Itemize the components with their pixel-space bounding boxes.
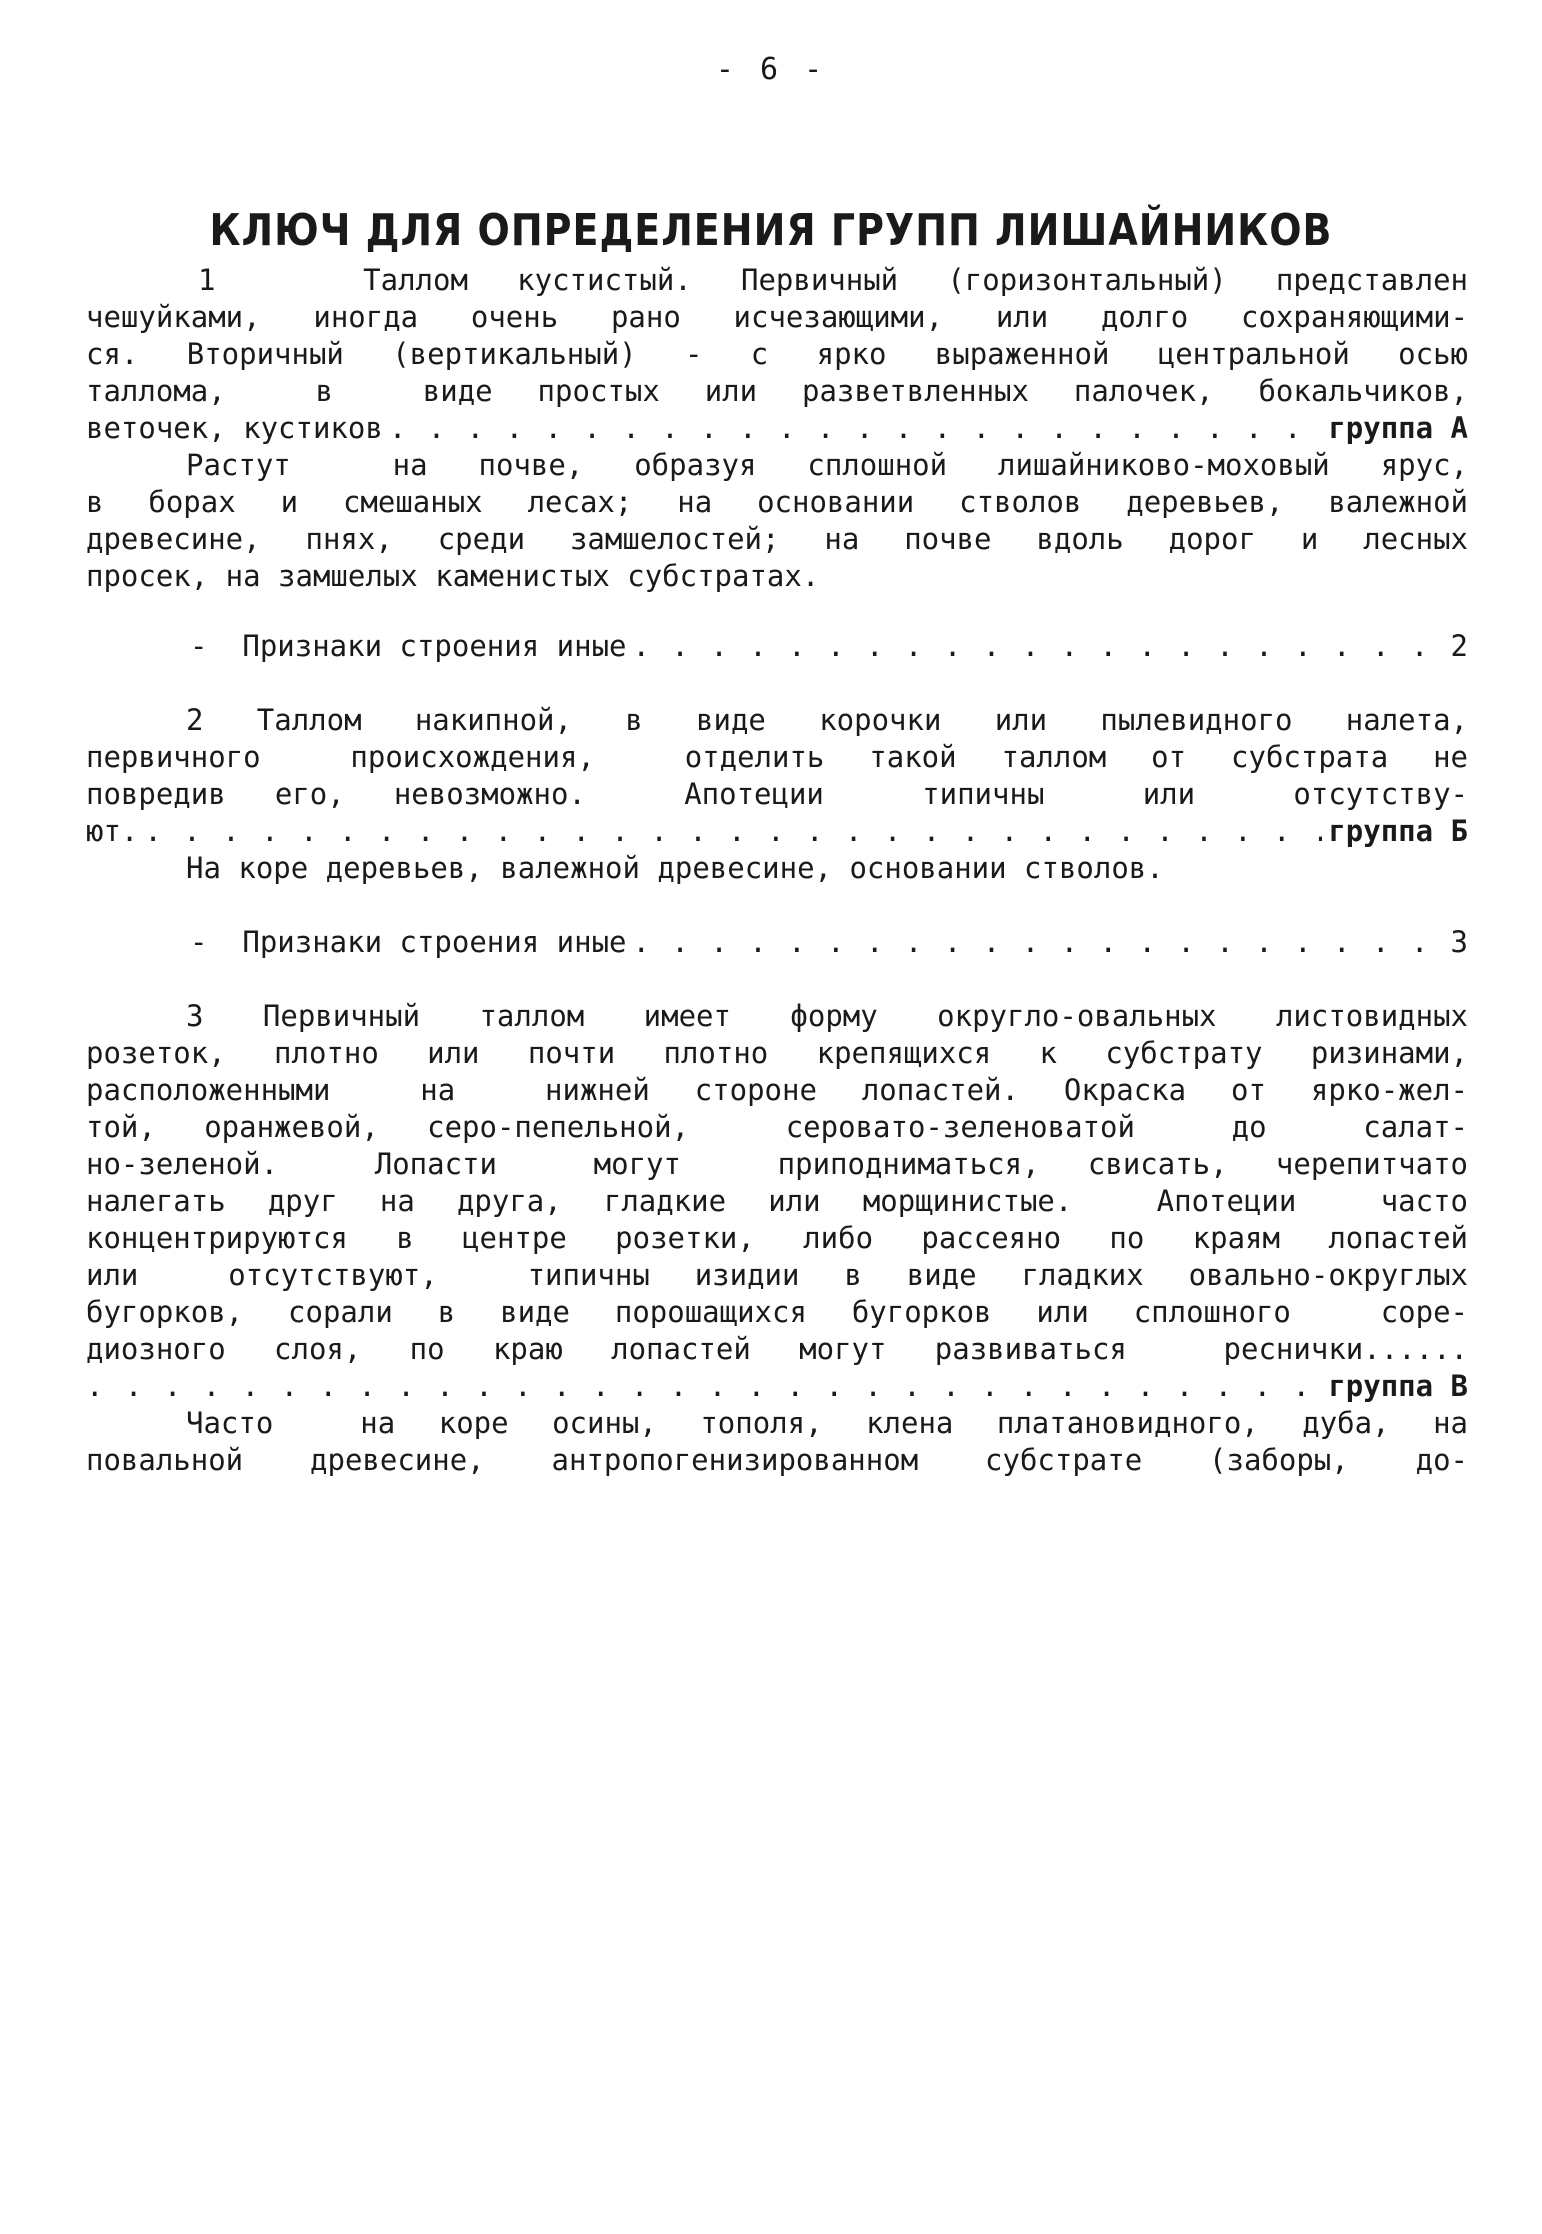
entry2-alt-line (190, 916, 1468, 968)
entry1-habitat-4: просек, на замшелых каменистых субстратах. (86, 559, 820, 593)
entry3-line-10: диозного слоя, по краю лопастей могут развиваться реснички...... (86, 1332, 1468, 1366)
entry3-line-1: 3 Первичный таллом имеет форму округло-овальных листовидных (186, 999, 1468, 1033)
entry1-alt-text: - Признаки строения иные (190, 629, 627, 663)
entry2-alt-result: 3 (1450, 925, 1468, 959)
entry3-line-9: бугорков, сорали в виде порошащихся бугорков или сплошного соре- (86, 1295, 1468, 1329)
entry1-habitat-3: древесине, пнях, среди замшелостей; на почве вдоль дорог и лесных (86, 522, 1468, 556)
entry2-line-2: первичного происхождения, отделить такой таллом от субстрата не (86, 740, 1468, 774)
entry1-line-3: ся. Вторичный (вертикальный) - с ярко выраженной центральной осью (86, 337, 1468, 371)
entry2-alt-text: - Признаки строения иные (190, 925, 627, 959)
entry3-line-5: но-зеленой. Лопасти могут приподниматься, свисать, черепитчато (86, 1147, 1468, 1181)
entry3-group-result: группа В (1328, 1369, 1468, 1403)
entry2-line-3: повредив его, невозможно. Апотеции типичны или отсутству- (86, 777, 1468, 811)
entry3-line-3: расположенными на нижней стороне лопастей. Окраска от ярко-жел- (86, 1073, 1468, 1107)
entry1-line-1: 1 Таллом кустистый. Первичный (горизонтальный) представлен (198, 263, 1468, 297)
entry3-habitat-1: Часто на коре осины, тополя, клена платановидного, дуба, на (186, 1406, 1468, 1440)
entry1-line-4: таллома, в виде простых или разветвленных палочек, бокальчиков, (86, 374, 1468, 408)
entry1-alt-line (190, 620, 1468, 672)
entry2-line-1: 2 Таллом накипной, в виде корочки или пылевидного налета, (186, 703, 1468, 737)
entry3-habitat-2: повальной древесине, антропогенизированном субстрате (заборы, до- (86, 1443, 1468, 1477)
entry2-lead-text: ют. (86, 814, 139, 848)
entry1-habitat-2: в борах и смешаных лесах; на основании стволов деревьев, валежной (86, 485, 1468, 519)
entry3-line-4: той, оранжевой, серо-пепельной, серовато-зеленоватой до салат- (86, 1110, 1468, 1144)
entry3-line-6: налегать друг на друга, гладкие или морщинистые. Апотеции часто (86, 1184, 1468, 1218)
entry2-habitat-1: На коре деревьев, валежной древесине, основании стволов. (186, 851, 1164, 885)
entry1-line-2: чешуйками, иногда очень рано исчезающими, или долго сохраняющими- (86, 300, 1468, 334)
entry1-group-result: группа А (1328, 411, 1468, 445)
entry1-lead-text: веточек, кустиков (86, 411, 383, 445)
entry3-line-7: концентрируются в центре розетки, либо рассеяно по краям лопастей (86, 1221, 1468, 1255)
leader-dots (633, 620, 1445, 672)
entry1-alt-result: 2 (1450, 629, 1468, 663)
entry3-line-2: розеток, плотно или почти плотно крепящихся к субстрату ризинами, (86, 1036, 1468, 1070)
page-number: - 6 - (715, 52, 827, 87)
entry2-group-result: группа Б (1328, 814, 1468, 848)
page-title: КЛЮЧ ДЛЯ ОПРЕДЕЛЕНИЯ ГРУПП ЛИШАЙНИКОВ (209, 204, 1333, 256)
entry3-line-8: или отсутствуют, типичны изидии в виде гладких овально-округлых (86, 1258, 1468, 1292)
leader-dots (633, 916, 1445, 968)
entry1-habitat-1: Растут на почве, образуя сплошной лишайниково-моховый ярус, (186, 448, 1468, 482)
